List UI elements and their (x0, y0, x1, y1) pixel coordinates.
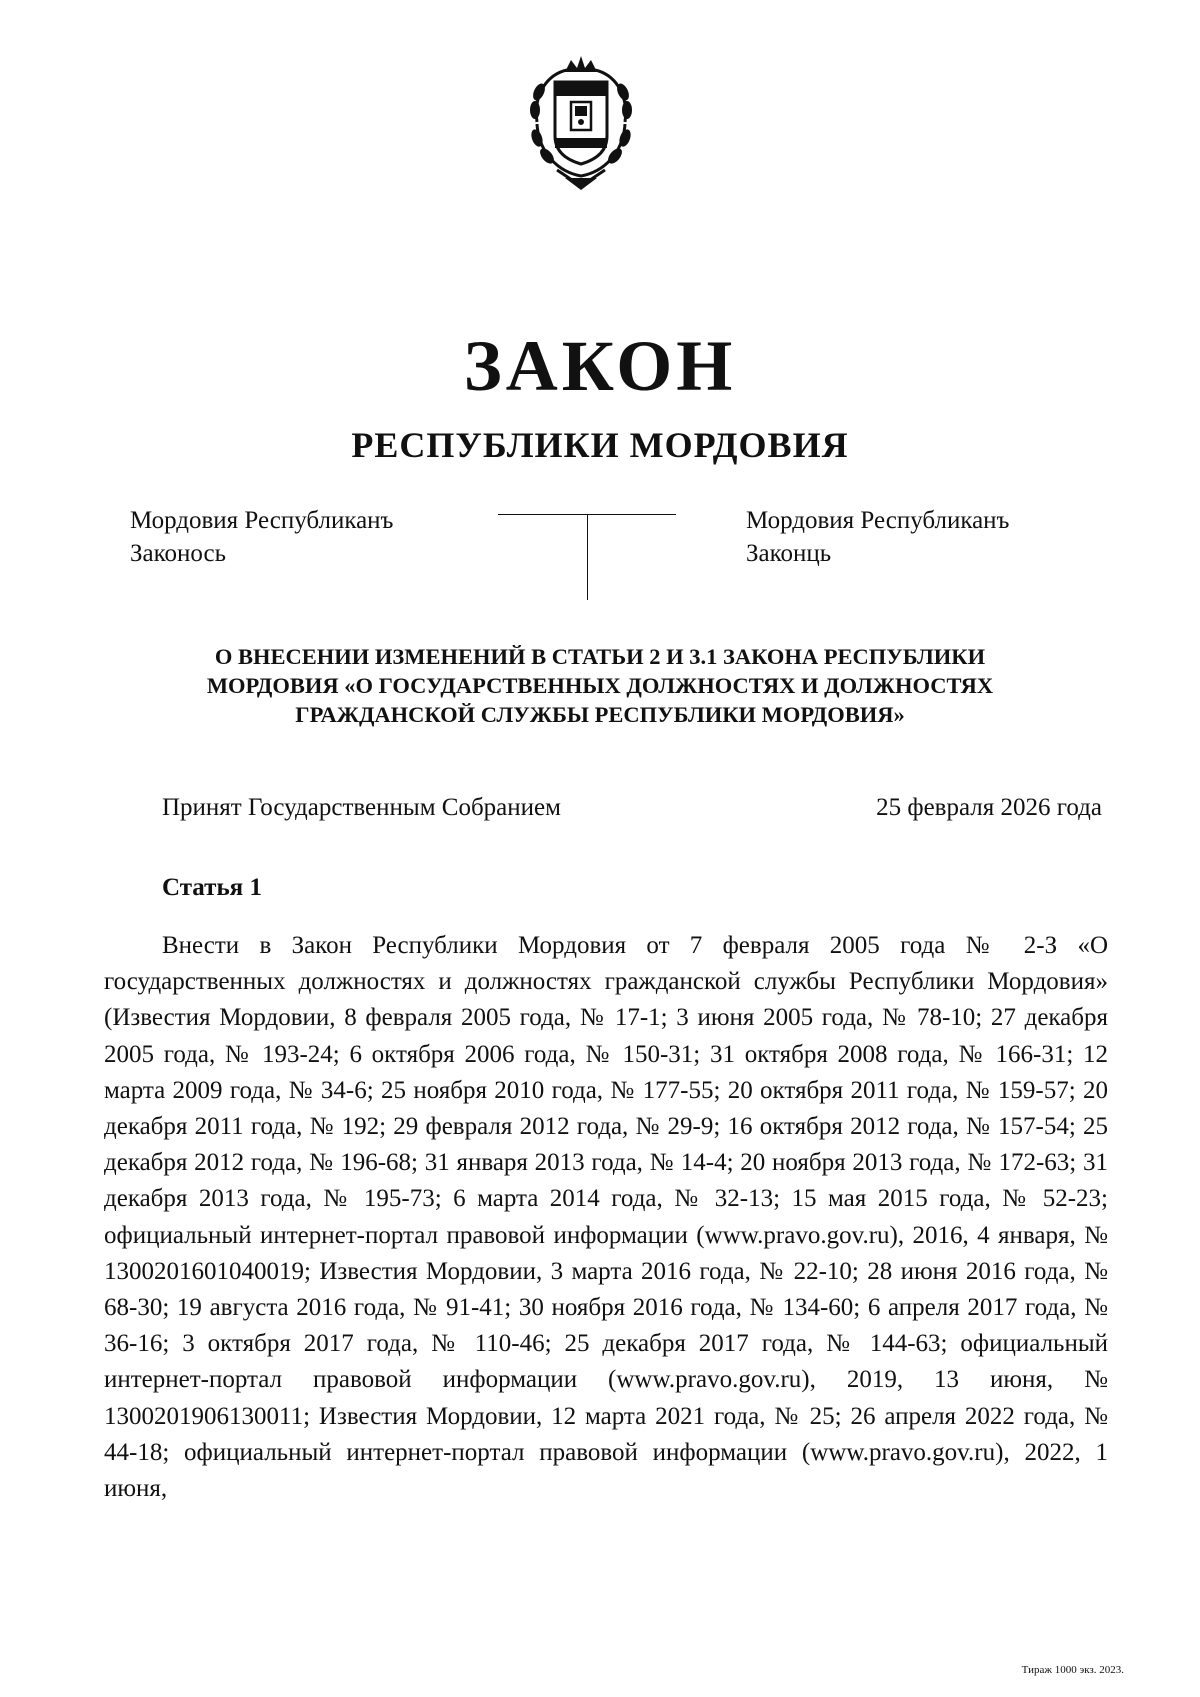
adoption-date: 25 февраля 2026 года (876, 794, 1102, 821)
bilingual-left-block (130, 504, 394, 570)
bilingual-left-line: Законось (130, 540, 226, 567)
law-heading-line: ГРАЖДАНСКОЙ СЛУЖБЫ РЕСПУБЛИКИ МОРДОВИЯ» (295, 702, 905, 727)
separator-vertical-line (587, 514, 588, 600)
document-subtitle: РЕСПУБЛИКИ МОРДОВИЯ (351, 425, 849, 465)
article-body-text: Внести в Закон Республики Мордовия от 7 февраля 2005 года № 2-З «О государственных должностях и должностях гражданской службы Республики Мордовия» (Известия Мордовии, 8 февраля 2005 года, № 17-1; 3 июня 2005 года, № 78-10; 27 декабря 2005 года, № 193-24; 6 октября 2006 года, № 150-31; 31 октября 2008 года, № 166-31; 12 марта 2009 года, № 34-6; 25 ноября 2010 года, № 177-55; 20 октября 2011 года, № 159-57; 20 декабря 2011 года, № 192; 29 февраля 2012 года, № 29-9; 16 октября 2012 года, № 157-54; 25 декабря 2012 года, № 196-68; 31 января 2013 года, № 14-4; 20 ноября 2013 года, № 172-63; 31 декабря 2013 года, № 195-73; 6 марта 2014 года, № 32-13; 15 мая 2015 года, № 52-23; официальный интернет-портал правовой информации (www.pravo.gov.ru), 2016, 4 января, № 1300201601040019; Известия Мордовии, 3 марта 2016 года, № 22-10; 28 июня 2016 года, № 68-30; 19 августа 2016 года, № 91-41; 30 ноября 2016 года, № 134-60; 6 апреля 2017 года, № 36-16; 3 октября 2017 года, № 110-46; 25 декабря 2017 года, № 144-63; официальный интернет-портал правовой информации (www.pravo.gov.ru), 2019, 13 июня, № 1300201906130011; Известия Мордовии, 12 марта 2021 года, № 25; 26 апреля 2022 года, № 44-18; официальный интернет-портал правовой информации (www.pravo.gov.ru), 2022, 1 июня, (104, 932, 1108, 1503)
bilingual-right-line: Мордовия Республиканъ (746, 507, 1010, 534)
bilingual-right-line: Законць (746, 540, 832, 567)
adoption-label: Принят Государственным Собранием (162, 794, 561, 821)
bilingual-left-line: Мордовия Республиканъ (130, 507, 394, 534)
law-heading (150, 642, 1050, 729)
law-heading-line: О ВНЕСЕНИИ ИЗМЕНЕНИЙ В СТАТЬИ 2 И 3.1 ЗАКОНА РЕСПУБЛИКИ (214, 644, 986, 669)
print-run-note: Тираж 1000 экз. 2023. (1021, 1664, 1124, 1676)
bilingual-right-block (746, 504, 1010, 570)
law-heading-line: МОРДОВИЯ «О ГОСУДАРСТВЕННЫХ ДОЛЖНОСТЯХ И ДОЛЖНОСТЯХ (206, 673, 994, 698)
article-title: Статья 1 (162, 874, 262, 901)
coat-of-arms-emblem (515, 52, 647, 192)
document-title: ЗАКОН (463, 326, 737, 406)
